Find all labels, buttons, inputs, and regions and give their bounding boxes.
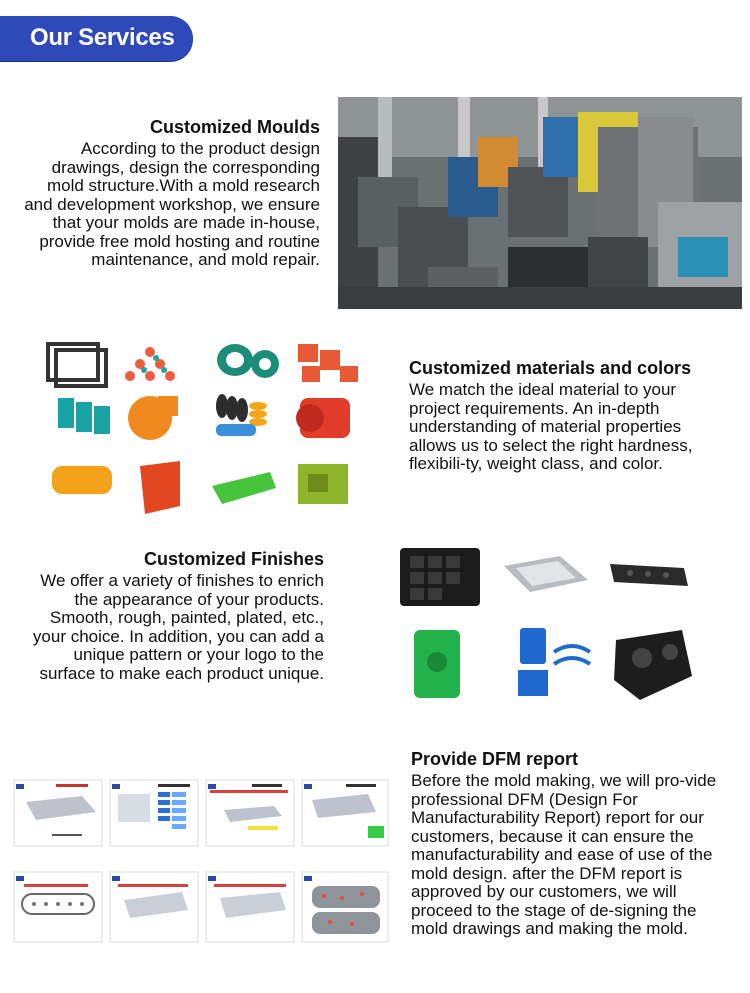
dfm-text bbox=[411, 748, 741, 939]
dfm-body: Before the mold making, we will pro-vide professional DFM (Design For Manufacturability Report) report for our customers, because it can ensure the manufacturability and ease of use of the mold design. after the DFM report is approved by our customers, we will proceed to the stage of de-signing the mold drawings and making the mold. bbox=[411, 771, 717, 938]
section-tab bbox=[0, 16, 193, 61]
materials-text bbox=[409, 357, 739, 474]
dfm-title: Provide DFM report bbox=[411, 749, 579, 769]
moulds-body: According to the product design drawings, design the corresponding mold structure.With a mold research and development workshop, we ensure that your molds are made in-house, provide free mold hosting and routine maintenance, and mold repair. bbox=[24, 139, 320, 269]
materials-samples-image bbox=[40, 336, 370, 516]
dfm-report-pages-image bbox=[12, 776, 390, 946]
moulds-title: Customized Moulds bbox=[150, 117, 320, 137]
finishes-samples-image bbox=[392, 540, 702, 708]
section-tab-label: Our Services bbox=[30, 24, 175, 51]
materials-title: Customized materials and colors bbox=[409, 358, 692, 378]
finishes-body: We offer a variety of finishes to enrich the appearance of your products. Smooth, rough, painted, plated, etc., your choice. In addition, you can add a unique pattern or your logo to the surface to make each product unique. bbox=[32, 571, 324, 683]
finishes-text bbox=[22, 548, 324, 683]
finishes-title: Customized Finishes bbox=[143, 549, 324, 569]
materials-body: We match the ideal material to your project requirements. An in-depth understanding of material properties allows us to select the right hardness, flexibili-ty, weight class, and color. bbox=[409, 380, 693, 473]
mould-workshop-photo bbox=[338, 97, 742, 309]
moulds-text bbox=[18, 116, 320, 270]
